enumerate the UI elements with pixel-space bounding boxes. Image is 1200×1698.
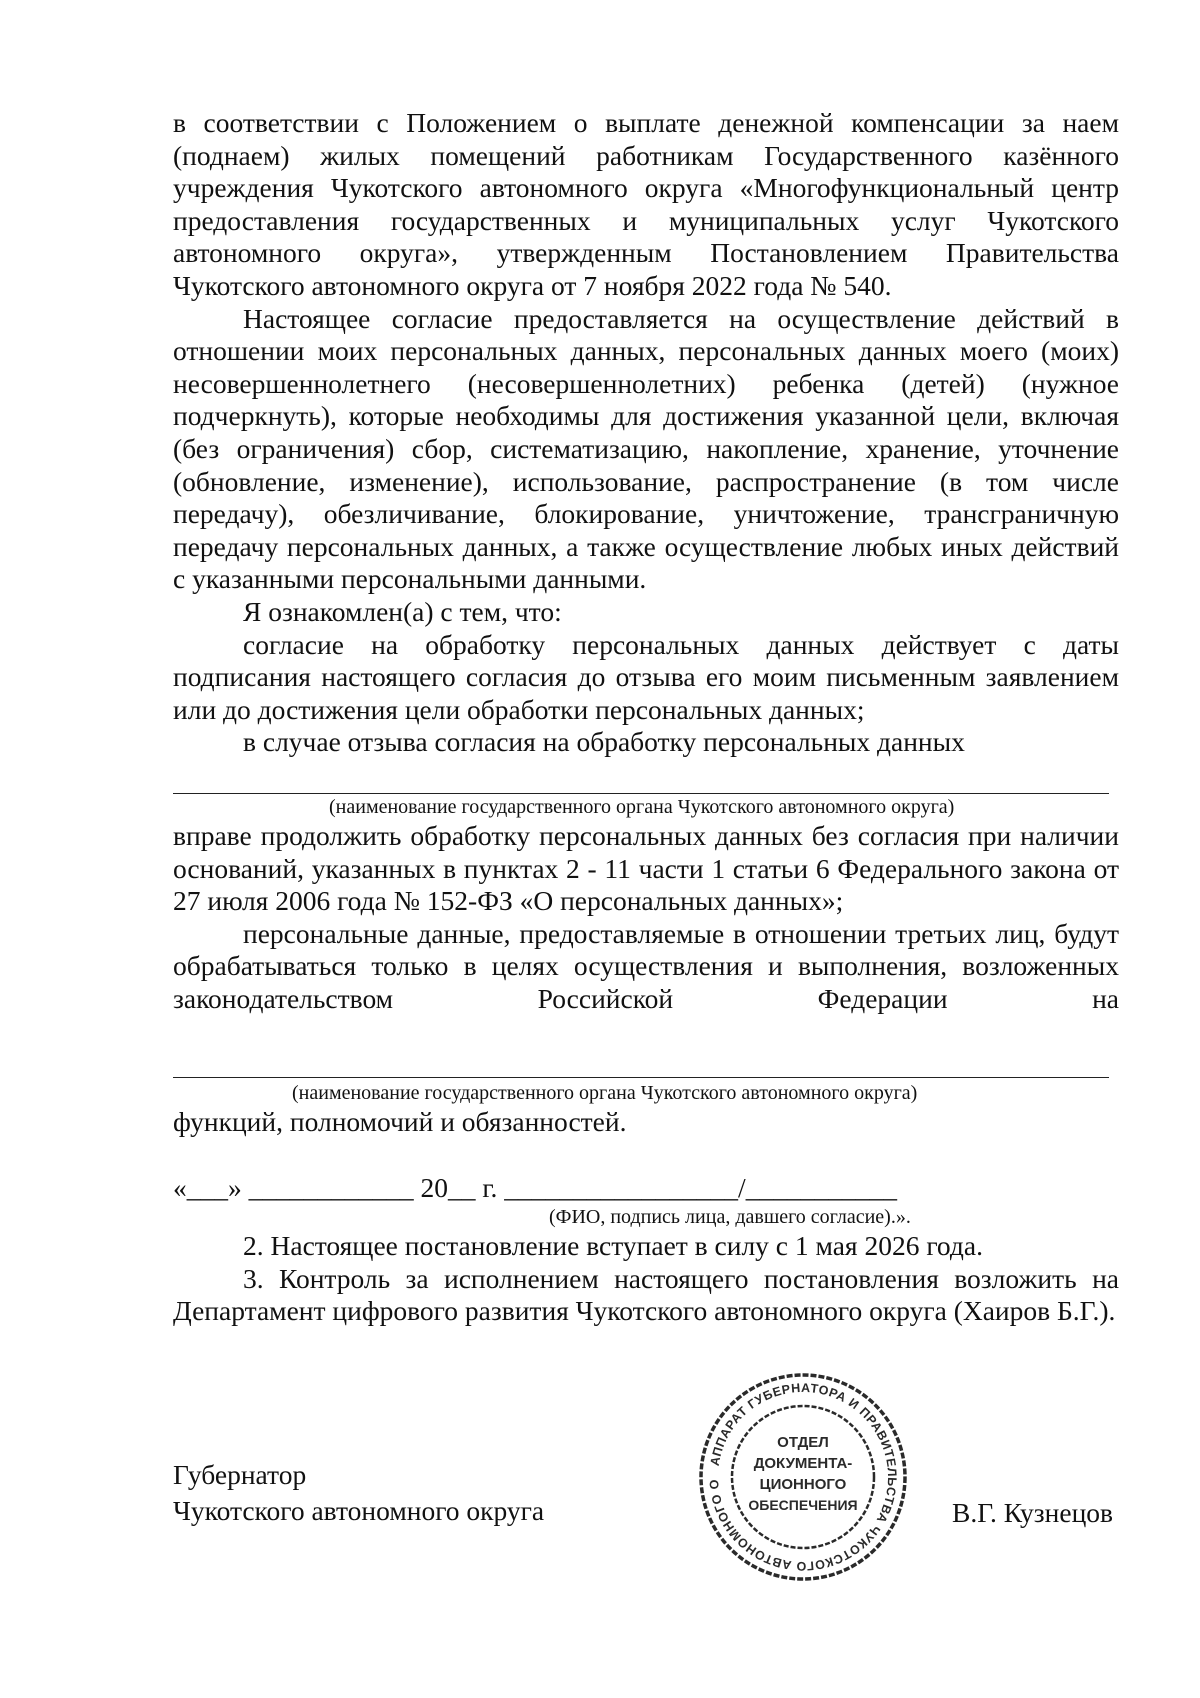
official-stamp	[697, 1371, 909, 1583]
caption-signature: (ФИО, подпись лица, давшего согласие).».	[549, 1206, 911, 1228]
blank-line-2	[173, 1077, 1109, 1078]
paragraph-2: Настоящее согласие предоставляется на осуществление действий в отношении моих персональных данных, персональных данных моего (моих) несовершеннолетнего (несовершеннолетних) ребенка (детей) (нужное подчеркнуть), которые необходимы для достижения указанной цели, включая (без ограничения) сбор, систематизацию, накопление, хранение, уточнение (обновление, изменение), использование, распространение (в том числе передачу), обезличивание, блокирование, уничтожение, трансграничную передачу персональных данных, а также осуществление любых иных действий с указанными персональными данными.	[173, 302, 1119, 595]
stamp-graphic	[697, 1371, 909, 1583]
stamp-line-3: ЦИОННОГО	[759, 1476, 847, 1493]
caption-government-body-1: (наименование государственного органа Чукотского автономного округа)	[329, 796, 955, 818]
body-text-block-1	[173, 107, 1119, 759]
paragraph-7: персональные данные, предоставляемые в отношении третьих лиц, будут обрабатываться только в целях осуществления и выполнения, возложенных законодательством Российской Федерации на	[173, 917, 1119, 1014]
paragraph-10: 3. Контроль за исполнением настоящего постановления возложить на Департамент цифрового развития Чукотского автономного округа (Хаиров Б.Г.).	[173, 1262, 1119, 1327]
paragraph-4: согласие на обработку персональных данных действует с даты подписания настоящего согласия до отзыва его моим письменным заявлением или до достижения цели обработки персональных данных;	[173, 628, 1119, 725]
paragraph-8: функций, полномочий и обязанностей.	[173, 1106, 627, 1137]
stamp-line-4: ОБЕСПЕЧЕНИЯ	[748, 1497, 858, 1513]
stamp-ring-text: АППАРАТ ГУБЕРНАТОРА И ПРАВИТЕЛЬСТВА ЧУКОТСКОГО АВТОНОМНОГО О	[706, 1380, 900, 1574]
signature-title	[173, 1457, 544, 1529]
paragraph-6: вправе продолжить обработку персональных данных без согласия при наличии оснований, указанных в пунктах 2 - 11 части 1 статьи 6 Федерального закона от 27 июля 2006 года № 152-ФЗ «О персональных данных»;	[173, 820, 1119, 917]
body-text-block-3	[173, 1230, 1119, 1328]
signature-title-line-1: Губернатор	[173, 1459, 307, 1490]
paragraph-9: 2. Настоящее постановление вступает в силу с 1 мая 2026 года.	[243, 1230, 983, 1261]
date-signature-line: «___» ____________ 20__ г. _________________/___________	[173, 1172, 897, 1203]
paragraph-5: в случае отзыва согласия на обработку персональных данных	[243, 726, 965, 758]
paragraph-1: в соответствии с Положением о выплате денежной компенсации за наем (поднаем) жилых помещений работникам Государственного казённого учреждения Чукотского автономного округа «Многофункциональный центр предоставления государственных и муниципальных услуг Чукотского автономного округа», утвержденным Постановлением Правительства Чукотского автономного округа от 7 ноября 2022 года № 540.	[173, 107, 1119, 301]
stamp-line-1: ОТДЕЛ	[777, 1434, 829, 1451]
signature-name: В.Г. Кузнецов	[952, 1497, 1114, 1528]
caption-government-body-2: (наименование государственного органа Чукотского автономного округа)	[292, 1082, 918, 1104]
stamp-line-2: ДОКУМЕНТА-	[753, 1455, 853, 1472]
paragraph-3: Я ознакомлен(а) с тем, что:	[243, 595, 562, 627]
signature-title-line-2: Чукотского автономного округа	[173, 1495, 545, 1526]
blank-line-1	[173, 793, 1109, 794]
body-text-block-2	[173, 820, 1119, 1016]
